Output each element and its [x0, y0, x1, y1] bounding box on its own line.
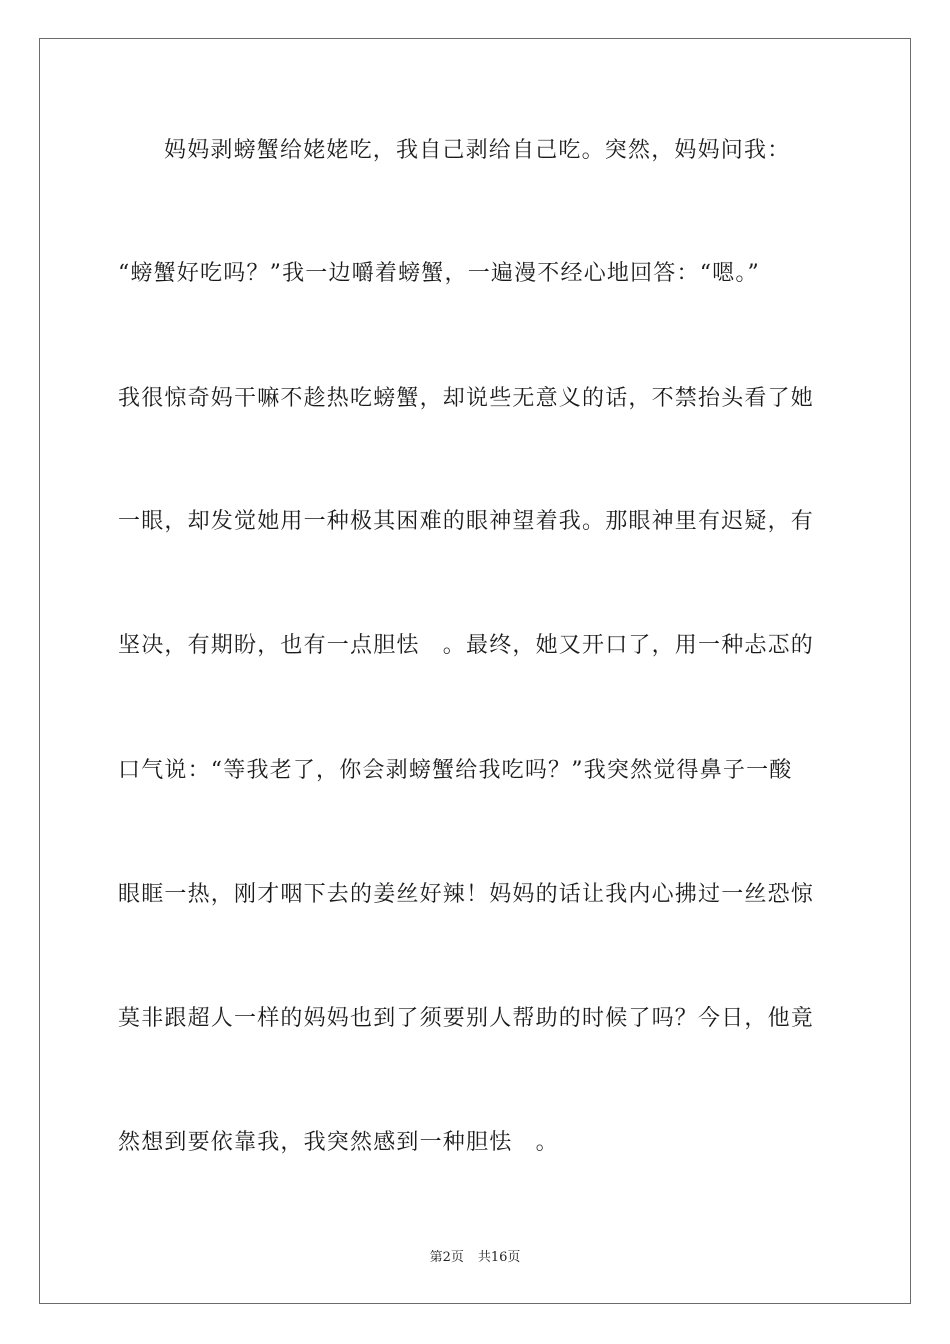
paragraph-line: 妈妈剥螃蟹给姥姥吃，我自己剥给自己吃。突然，妈妈问我： [164, 138, 791, 163]
paragraph-line: 口气说：“等我老了，你会剥螃蟹给我吃吗？”我突然觉得鼻子一酸 [118, 758, 793, 783]
paragraph-line: 莫非跟超人一样的妈妈也到了须要别人帮助的时候了吗？今日，他竟 [118, 1006, 815, 1031]
current-page-number: 第2页 [429, 1250, 464, 1265]
total-page-count: 共16页 [477, 1250, 521, 1265]
paragraph-line: 我很惊奇妈干嘛不趁热吃螃蟹，却说些无意义的话，不禁抬头看了她 [118, 386, 815, 411]
page-footer [0, 1246, 950, 1265]
paragraph-line: “螃蟹好吃吗？”我一边嚼着螃蟹，一遍漫不经心地回答：“嗯。” [118, 261, 760, 286]
paragraph-line: 然想到要依靠我，我突然感到一种胆怯 。 [118, 1130, 559, 1155]
page-border [39, 38, 911, 1304]
paragraph-line: 一眼，却发觉她用一种极其困难的眼神望着我。那眼神里有迟疑，有 [118, 509, 815, 534]
paragraph-line: 坚决，有期盼，也有一点胆怯 。最终，她又开口了，用一种忐忑的 [118, 633, 815, 658]
paragraph-line: 眼眶一热，刚才咽下去的姜丝好辣！妈妈的话让我内心拂过一丝恐惊 [118, 882, 815, 907]
